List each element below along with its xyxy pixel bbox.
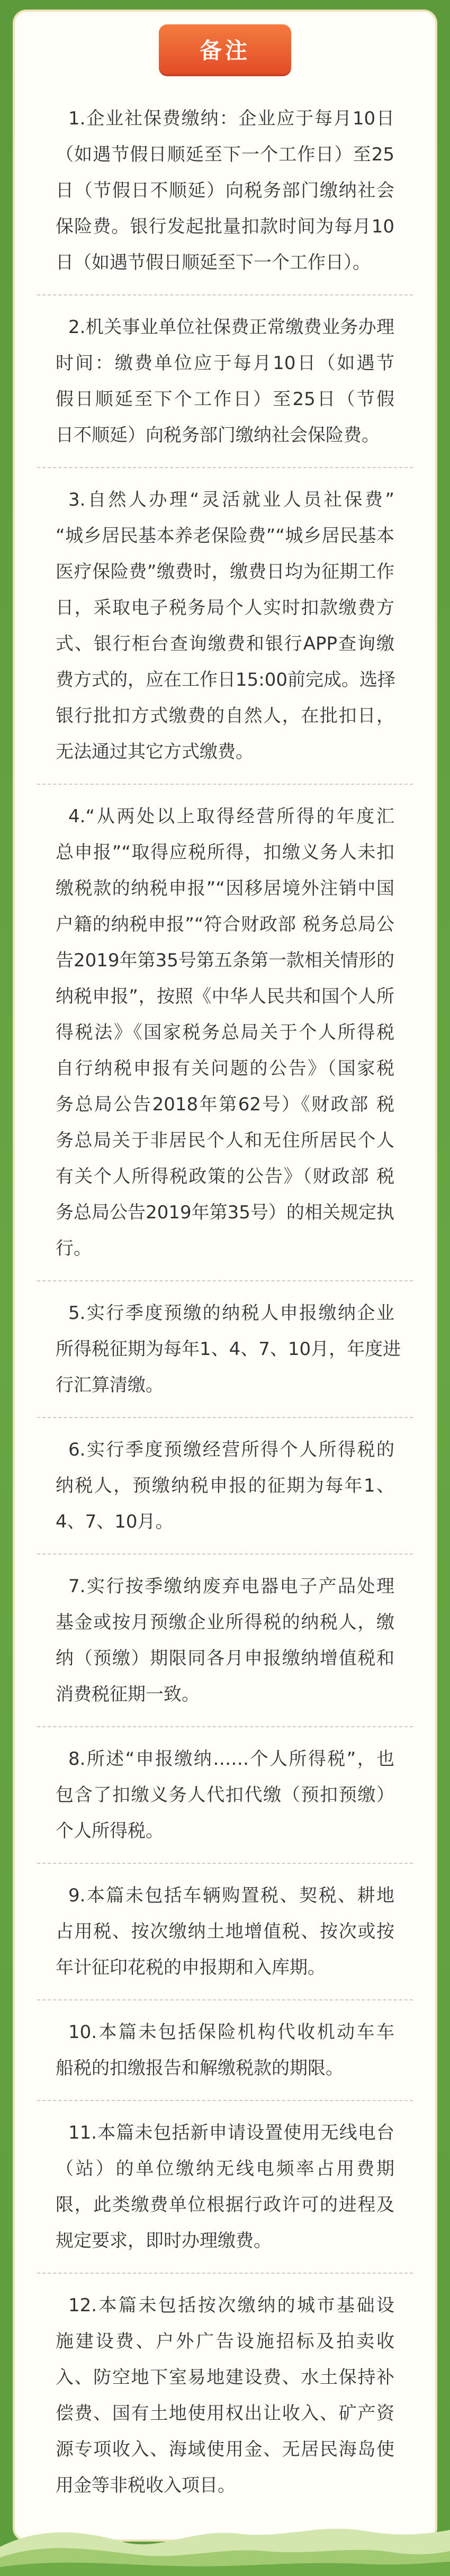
dashed-divider (37, 1726, 413, 1727)
note-line: 时间：缴费单位应于每月10日（如遇节 (56, 353, 394, 374)
note-item-9 (32, 1878, 418, 1986)
note-item-12 (32, 2287, 418, 2503)
note-line: 偿费、国有土地使用权出让收入、矿产资 (56, 2403, 394, 2424)
note-line: 假日顺延至下个工作日）至25日（节假 (56, 389, 394, 410)
note-item-3 (32, 482, 418, 770)
note-line: 告2019年第35号第五条第一款相关情形的 (56, 950, 394, 971)
note-line: 消费税征期一致。 (56, 1684, 200, 1705)
note-line: 所得税征期为每年1、4、7、10月，年度进 (56, 1339, 401, 1360)
note-line: 船税的扣缴报告和解缴税款的期限。 (56, 2058, 344, 2079)
note-line: 纳（预缴）期限同各月申报缴纳增值税和 (56, 1648, 394, 1669)
note-line: 11.本篇未包括新申请设置使用无线电台 (68, 2122, 394, 2143)
note-line: 占用税、按次缴纳土地增值税、按次或按 (56, 1921, 394, 1942)
note-line: 总申报”“取得应税所得，扣缴义务人未扣 (56, 842, 394, 863)
note-line: 5.实行季度预缴的纳税人申报缴纳企业 (68, 1303, 394, 1324)
note-line: 限，此类缴费单位根据行政许可的进程及 (56, 2194, 394, 2215)
note-line: 自行纳税申报有关问题的公告》（国家税 (56, 1058, 394, 1079)
note-item-8 (32, 1741, 418, 1849)
note-item-1 (32, 101, 418, 281)
note-item-5 (32, 1295, 418, 1403)
landscape-decoration (0, 2510, 450, 2576)
note-line: 行。 (56, 1238, 92, 1259)
note-line: 10.本篇未包括保险机构代收机动车车 (68, 2022, 394, 2043)
dashed-divider (37, 467, 413, 468)
note-line: 6.实行季度预缴经营所得个人所得税的 (68, 1439, 394, 1460)
dashed-divider (37, 1999, 413, 2000)
note-line: 式、银行柜台查询缴费和银行APP查询缴 (56, 633, 394, 654)
dashed-divider (37, 1863, 413, 1864)
note-line: （如遇节假日顺延至下一个工作日）至25 (56, 144, 394, 165)
note-line: 缴税款的纳税申报”“因移居境外注销中国 (56, 878, 394, 899)
note-line: 用金等非税收入项目。 (56, 2475, 236, 2496)
note-line: 规定要求，即时办理缴费。 (56, 2230, 272, 2251)
note-item-4 (32, 798, 418, 1267)
note-line: 4.“从两处以上取得经营所得的年度汇 (68, 806, 394, 827)
note-item-7 (32, 1568, 418, 1712)
note-line: 无法通过其它方式缴费。 (56, 741, 254, 762)
note-line: “城乡居民基本养老保险费”“城乡居民基本 (56, 525, 394, 546)
note-line: 3.自然人办理“灵活就业人员社保费” (68, 489, 394, 510)
dashed-divider (37, 1417, 413, 1418)
note-item-11 (32, 2115, 418, 2259)
dashed-divider (37, 2273, 413, 2274)
notes-title-tab (159, 24, 291, 74)
note-line: 务总局公告2019年第35号）的相关规定执 (56, 1202, 394, 1223)
note-line: 纳税人，预缴纳税申报的征期为每年1、 (56, 1475, 394, 1496)
note-item-6 (32, 1432, 418, 1540)
note-line: 务总局关于非居民个人和无住所居民个人 (56, 1130, 394, 1151)
note-line: 包含了扣缴义务人代扣代缴（预扣预缴） (56, 1784, 394, 1806)
note-line: 12.本篇未包括按次缴纳的城市基础设 (68, 2295, 394, 2316)
note-line: 入、防空地下室易地建设费、水土保持补 (56, 2367, 394, 2388)
note-line: 4、7、10月。 (56, 1511, 174, 1532)
note-line: 施建设费、户外广告设施招标及拍卖收 (56, 2331, 394, 2352)
note-item-2 (32, 309, 418, 453)
note-line: 有关个人所得税政策的公告》（财政部 税 (56, 1166, 394, 1187)
note-line: 7.实行按季缴纳废弃电器电子产品处理 (68, 1576, 394, 1597)
dashed-divider (37, 1280, 413, 1281)
note-line: 日（节假日不顺延）向税务部门缴纳社会 (56, 180, 394, 201)
note-line: 日不顺延）向税务部门缴纳社会保险费。 (56, 425, 380, 446)
note-line: 医疗保险费”缴费时，缴费日均为征期工作 (56, 561, 394, 582)
dashed-divider (37, 2100, 413, 2101)
note-line: 银行批扣方式缴费的自然人，在批扣日， (56, 705, 394, 726)
note-line: 日（如遇节假日顺延至下一个工作日）。 (56, 252, 371, 273)
note-item-10 (32, 2014, 418, 2086)
notes-list (32, 101, 418, 2503)
note-line: 9.本篇未包括车辆购置税、契税、耕地 (68, 1885, 394, 1906)
note-line: 1.企业社保费缴纳：企业应于每月10日 (68, 108, 394, 129)
dashed-divider (37, 294, 413, 295)
dashed-divider (37, 784, 413, 785)
note-line: 得税法》《国家税务总局关于个人所得税 (56, 1022, 394, 1043)
note-line: 费方式的，应在工作日15:00前完成。选择 (56, 669, 395, 690)
note-line: 8.所述“申报缴纳……个人所得税”，也 (68, 1748, 394, 1770)
note-line: 年计征印花税的申报期和入库期。 (56, 1957, 326, 1978)
note-line: 户籍的纳税申报”“符合财政部 税务总局公 (56, 914, 394, 935)
note-line: 个人所得税。 (56, 1820, 164, 1842)
note-line: 保险费。银行发起批量扣款时间为每月10 (56, 216, 394, 237)
notes-title: 备注 (199, 38, 250, 64)
note-line: 日，采取电子税务局个人实时扣款缴费方 (56, 597, 394, 618)
note-line: （站）的单位缴纳无线电频率占用费期 (56, 2158, 394, 2179)
note-line: 务总局公告2018年第62号）《财政部 税 (56, 1094, 394, 1115)
dashed-divider (37, 1554, 413, 1555)
note-line: 行汇算清缴。 (56, 1375, 164, 1396)
note-line: 纳税申报”，按照《中华人民共和国个人所 (56, 986, 394, 1007)
note-line: 2.机关事业单位社保费正常缴费业务办理 (68, 317, 394, 338)
note-line: 基金或按月预缴企业所得税的纳税人，缴 (56, 1612, 394, 1633)
note-line: 源专项收入、海域使用金、无居民海岛使 (56, 2439, 394, 2460)
